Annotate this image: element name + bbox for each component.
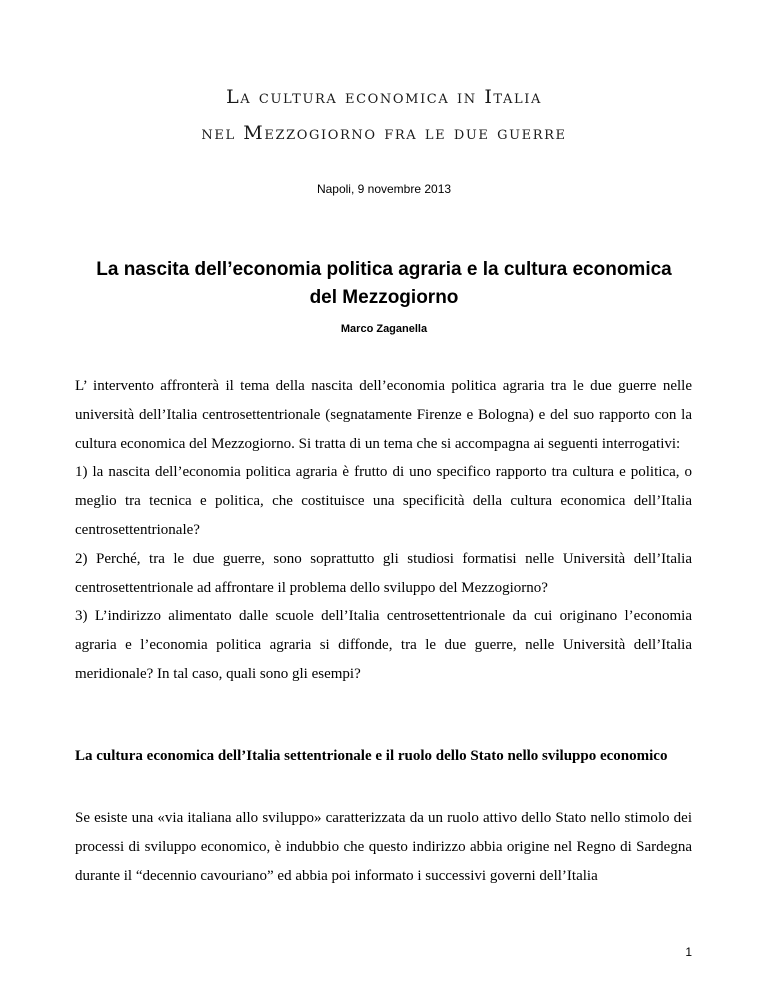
conference-title-line-1: La cultura economica in Italia <box>226 86 542 108</box>
section-heading: La cultura economica dell’Italia settentrionale e il ruolo dello Stato nello sviluppo economico <box>75 748 668 764</box>
question-2: 2) Perché, tra le due guerre, sono soprattutto gli studiosi formatisi nelle Università dell’Italia centrosettentrionale ad affrontare il problema dello sviluppo del Mezzogiorno? <box>75 550 692 596</box>
question-1: 1) la nascita dell’economia politica agraria è frutto di uno specifico rapporto tra cultura e politica, o meglio tra tecnica e politica, che costituisce una specificità della cultura economica dell’Italia centrosettentrionale? <box>75 464 692 538</box>
section-body <box>75 804 692 890</box>
conference-place-date: Napoli, 9 novembre 2013 <box>316 182 452 196</box>
question-3: 3) L’indirizzo alimentato dalle scuole dell’Italia centrosettentrionale da cui originano l’economia agraria e l’economia politica agraria si diffonde, tra le due guerre, nelle Università dell’Italia meridionale? In tal caso, quali sono gli esempi? <box>75 608 692 682</box>
author-name: Marco Zaganella <box>340 323 428 335</box>
paper-title: La nascita dell’economia politica agraria e la cultura economica del Mezzogiorno <box>96 259 672 308</box>
intro-block <box>75 372 692 689</box>
section-paragraph: Se esiste una «via italiana allo sviluppo» caratterizzata da un ruolo attivo dello Stato nello stimolo dei processi di sviluppo economico, è indubbio che questo indirizzo abbia origine nel Regno di Sardegna durante il “decennio cavouriano” ed abbia poi informato i successivi governi dell’Italia <box>75 810 692 884</box>
conference-title-line-2: nel Mezzogiorno fra le due guerre <box>201 122 567 144</box>
page-number: 1 <box>685 945 692 959</box>
intro-paragraph: L’ intervento affronterà il tema della nascita dell’economia politica agraria tra le due guerre nelle università dell’Italia centrosettentrionale (segnatamente Firenze e Bologna) e del suo rapporto con la cultura economica del Mezzogiorno. Si tratta di un tema che si accompagna ai seguenti interrogativi: <box>75 378 692 452</box>
